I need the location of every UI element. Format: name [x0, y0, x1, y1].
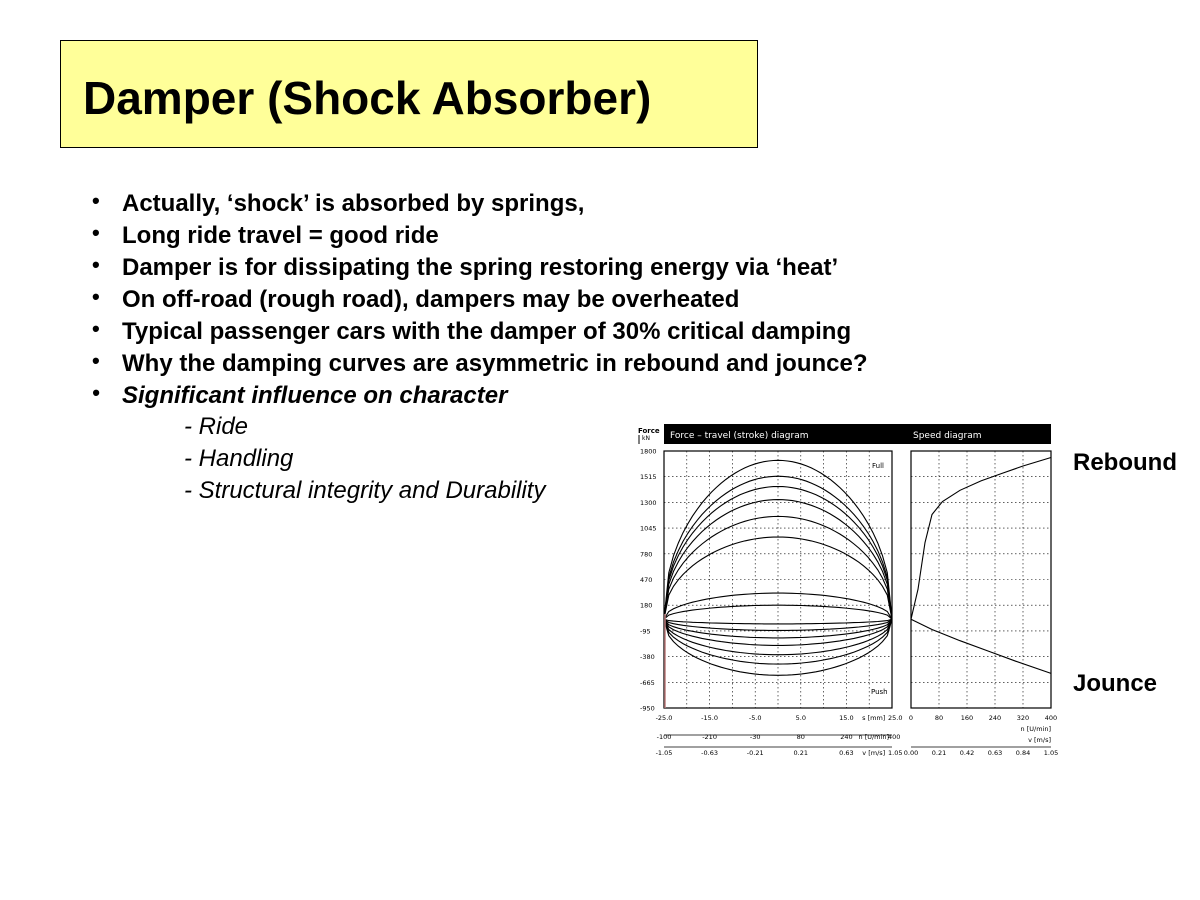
jounce-label: Jounce — [1073, 670, 1158, 697]
y-tick-label: -950 — [640, 704, 655, 713]
speed-tick-label: 160 — [960, 714, 974, 722]
speed-tick-label: 240 — [988, 714, 1002, 722]
x-unit-label: s [mm] — [862, 714, 886, 722]
speed-tick-label: 0.42 — [959, 749, 975, 757]
x-unit-label: v [m/s] — [862, 749, 886, 757]
y-tick-label: 1515 — [640, 473, 657, 482]
bullet-item: • Typical passenger cars with the damper of 30% critical damping — [92, 316, 868, 348]
speed-unit-label: v [m/s] — [1028, 736, 1051, 744]
speed-tick-label: 0 — [908, 714, 914, 722]
bullet-list — [92, 188, 868, 412]
slide-title: Damper (Shock Absorber) — [83, 72, 652, 124]
x-tick-label: -5.0 — [748, 714, 762, 722]
bullet-item: • On off-road (rough road), dampers may be overheated — [92, 284, 868, 316]
y-tick-label: -380 — [640, 653, 655, 662]
x-tick-label: 5.0 — [795, 714, 806, 722]
speed-tick-label: 1.05 — [1043, 749, 1058, 757]
x-tick-label: -1.05 — [655, 749, 673, 757]
full-label: Full — [872, 462, 884, 470]
x-tick-label: 80 — [796, 733, 805, 741]
rebound-label: Rebound — [1073, 449, 1177, 476]
force-axis-label: Force — [638, 427, 660, 435]
x-tick-label: 1.05 — [888, 749, 903, 757]
x-tick-label: 15.0 — [839, 714, 854, 722]
damper-diagram — [636, 424, 1058, 758]
x-tick-label: 0.63 — [839, 749, 854, 757]
bullet-item-character: • Significant influence on character — [92, 380, 868, 412]
speed-tick-label: 0.63 — [987, 749, 1003, 757]
speed-unit-label: n [U/min] — [1020, 725, 1051, 733]
x-tick-label: 400 — [888, 733, 901, 741]
x-unit-label: n [U/min] — [858, 733, 889, 741]
panel-left-title: Force – travel (stroke) diagram — [670, 431, 809, 441]
y-tick-label: -665 — [640, 678, 655, 687]
x-tick-label: -0.21 — [746, 749, 764, 757]
x-tick-label: -30 — [749, 733, 761, 741]
speed-panel — [911, 451, 1051, 708]
x-tick-label: -25.0 — [655, 714, 673, 722]
y-tick-label: -95 — [640, 627, 651, 636]
sub-bullet-ride: - Ride — [184, 413, 249, 440]
force-axis-unit: kN — [642, 435, 650, 442]
force-travel-panel — [664, 451, 892, 708]
y-tick-label: 1300 — [640, 498, 657, 507]
sub-bullet-durability: - Structural integrity and Durability — [184, 477, 546, 504]
speed-tick-label: 0.00 — [903, 749, 919, 757]
sub-bullet-list — [184, 410, 545, 506]
speed-tick-label: 0.84 — [1015, 749, 1031, 757]
x-tick-label: 240 — [840, 733, 853, 741]
x-tick-label: -210 — [702, 733, 717, 741]
push-label: Push — [871, 688, 888, 696]
speed-tick-label: 400 — [1044, 714, 1058, 722]
speed-tick-label: 80 — [934, 714, 944, 722]
y-tick-label: 180 — [640, 601, 653, 610]
bullet-item: • Why the damping curves are asymmetric in rebound and jounce? — [92, 348, 868, 380]
y-tick-label: 1045 — [640, 524, 657, 533]
x-tick-label: 0.21 — [793, 749, 809, 757]
x-tick-label: -0.63 — [701, 749, 719, 757]
x-tick-label: -100 — [656, 733, 672, 741]
y-tick-label: 470 — [640, 576, 653, 584]
sub-bullet-handling: - Handling — [184, 445, 294, 472]
x-tick-label: -15.0 — [701, 714, 719, 722]
panel-right-title: Speed diagram — [913, 431, 982, 441]
y-tick-label: 1800 — [640, 447, 657, 456]
y-tick-label: 780 — [640, 550, 653, 559]
title-box — [60, 40, 758, 148]
speed-tick-label: 320 — [1016, 714, 1030, 722]
bullet-item: • Long ride travel = good ride — [92, 220, 868, 252]
x-tick-label: 25.0 — [888, 714, 903, 722]
bullet-item: • Actually, ‘shock’ is absorbed by springs, — [92, 188, 868, 220]
bullet-item: • Damper is for dissipating the spring restoring energy via ‘heat’ — [92, 252, 868, 284]
speed-tick-label: 0.21 — [931, 749, 947, 757]
